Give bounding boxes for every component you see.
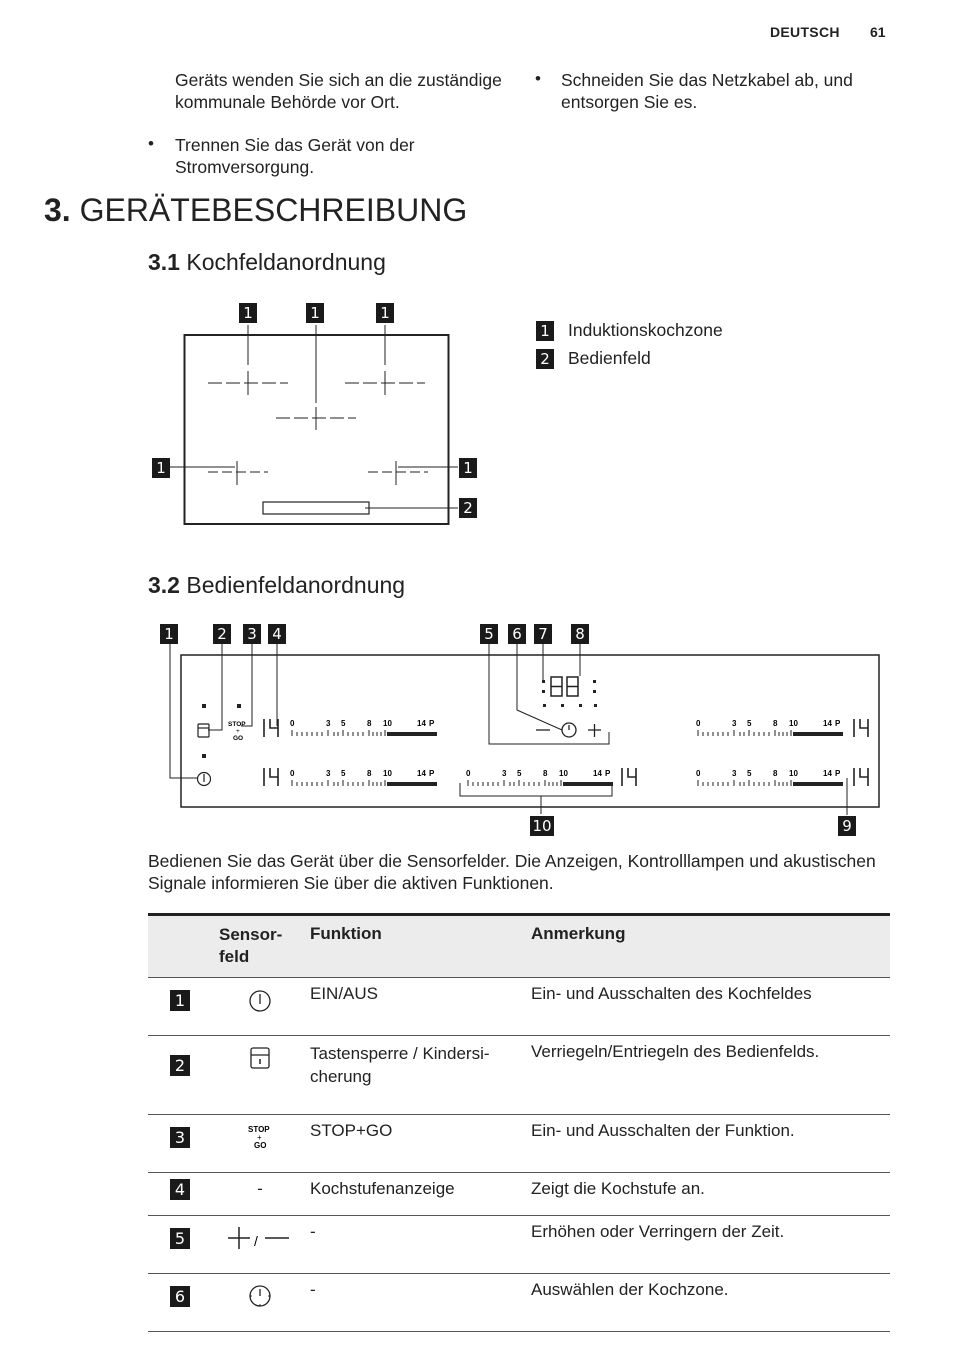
svg-text:+: + (236, 728, 240, 735)
callout-1: 1 (459, 458, 477, 478)
row-note: Ein- und Ausschalten der Funktion. (531, 1121, 795, 1140)
section-title: Kochfeldanordnung (186, 249, 386, 275)
row-sensor-text: - (257, 1179, 263, 1198)
chapter-number: 3. (44, 192, 71, 228)
timer-icon (247, 1283, 273, 1309)
table-row (148, 1274, 890, 1332)
row-note: Ein- und Ausschalten des Kochfeldes (531, 984, 812, 1003)
section-heading-1 (148, 249, 386, 276)
legend-number: 2 (536, 349, 554, 369)
row-function: - (310, 1280, 316, 1299)
row-number: 6 (170, 1286, 190, 1307)
row-number: 3 (170, 1127, 190, 1148)
panel-callout-7: 7 (534, 624, 552, 644)
callout-1: 1 (239, 303, 257, 323)
panel-callout-2: 2 (213, 624, 231, 644)
bullet-dot: • (535, 69, 541, 88)
svg-text:+: + (257, 1133, 262, 1142)
header-language: DEUTSCH (770, 24, 840, 40)
section-heading-2 (148, 572, 405, 599)
panel-callout-5: 5 (480, 624, 498, 644)
svg-text:STOP: STOP (228, 721, 246, 728)
stop-go-icon (245, 1123, 275, 1151)
row-number: 2 (170, 1055, 190, 1076)
row-number: 5 (170, 1228, 190, 1249)
header-note: Anmerkung (531, 924, 626, 943)
callout-1: 1 (152, 458, 170, 478)
chapter-heading (44, 192, 467, 229)
legend-label: Induktionskochzone (568, 320, 723, 340)
lock-icon (249, 1046, 271, 1070)
legend-number: 1 (536, 321, 554, 341)
svg-text:/: / (254, 1233, 258, 1249)
table-row (148, 978, 890, 1036)
table-row (148, 1216, 890, 1274)
row-number: 4 (170, 1179, 190, 1200)
intro-bullet-right: Schneiden Sie das Netzkabel ab, und entsorgen Sie es. (561, 70, 853, 112)
header-function: Funktion (310, 924, 382, 943)
panel-callout-8: 8 (571, 624, 589, 644)
table-header-row (148, 915, 890, 978)
bullet-dot: • (148, 134, 154, 153)
callout-1: 1 (376, 303, 394, 323)
row-note: Verriegeln/Entriegeln des Bedienfelds. (531, 1042, 820, 1061)
section-title: Bedienfeldanordnung (186, 572, 406, 598)
row-function: - (310, 1222, 316, 1241)
row-function: STOP+GO (310, 1121, 393, 1140)
svg-text:STOP: STOP (248, 1125, 270, 1134)
row-number: 1 (170, 990, 190, 1011)
row-note: Auswählen der Kochzone. (531, 1280, 729, 1299)
table-row (148, 1115, 890, 1173)
intro-bullet-left: Trennen Sie das Gerät von der Stromversorgung. (175, 135, 415, 177)
panel-callout-1: 1 (160, 624, 178, 644)
svg-text:GO: GO (254, 1141, 267, 1150)
panel-callout-3: 3 (243, 624, 261, 644)
table-row (148, 1036, 890, 1115)
panel-callout-9: 9 (838, 816, 856, 836)
panel-callout-4: 4 (268, 624, 286, 644)
intro-continuation: Geräts wenden Sie sich an die zuständige kommunale Behörde vor Ort. (175, 70, 502, 112)
plus-minus-icon (225, 1226, 295, 1252)
callout-2: 2 (459, 498, 477, 518)
power-icon (247, 988, 273, 1014)
control-panel-diagram: 0 3 5 8 10 14 P STOP + GO (150, 620, 890, 840)
legend-label: Bedienfeld (568, 348, 651, 368)
row-note: Zeigt die Kochstufe an. (531, 1179, 705, 1198)
panel-callout-6: 6 (508, 624, 526, 644)
callout-1: 1 (306, 303, 324, 323)
header-sensor: Sensor-feld (219, 925, 283, 966)
description-paragraph: Bedienen Sie das Gerät über die Sensorfelder. Die Anzeigen, Kontrolllampen und akustischen Signale informieren Sie über die aktiven Funktionen. (148, 851, 876, 893)
section-number: 3.1 (148, 249, 180, 275)
row-function: Tastensperre / Kindersi-cherung (310, 1044, 490, 1086)
page-number: 61 (870, 24, 886, 40)
cooktop-diagram (140, 295, 500, 535)
row-function: Kochstufenanzeige (310, 1179, 455, 1198)
panel-callout-10: 10 (530, 816, 554, 836)
row-note: Erhöhen oder Verringern der Zeit. (531, 1222, 785, 1241)
svg-text:GO: GO (233, 735, 244, 742)
row-function: EIN/AUS (310, 984, 379, 1003)
sensor-table (148, 913, 890, 1332)
table-row (148, 1173, 890, 1216)
chapter-title: GERÄTEBESCHREIBUNG (79, 192, 468, 228)
section-number: 3.2 (148, 572, 180, 598)
